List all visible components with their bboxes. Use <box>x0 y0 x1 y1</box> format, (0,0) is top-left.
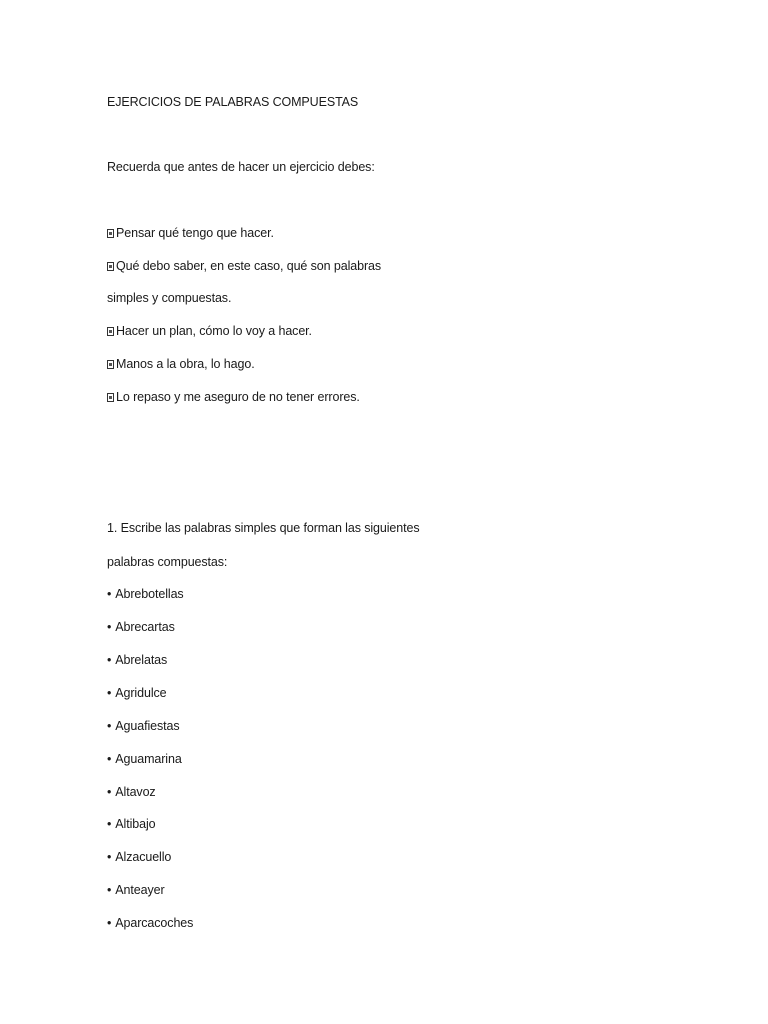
bullet-icon: • <box>107 883 112 897</box>
word-list-item <box>107 784 156 800</box>
word-list-item <box>107 685 167 701</box>
step-item <box>107 356 255 372</box>
checkbox-icon <box>107 360 114 369</box>
checkbox-icon <box>107 393 114 402</box>
step-text: Hacer un plan, cómo lo voy a hacer. <box>116 324 312 338</box>
bullet-icon: • <box>107 785 112 799</box>
word-list-item <box>107 816 155 832</box>
checkbox-icon <box>107 229 114 238</box>
word-text: Anteayer <box>115 883 165 897</box>
step-continuation <box>107 290 231 306</box>
word-text: Aparcacoches <box>115 916 194 930</box>
step-text: simples y compuestas. <box>107 291 232 305</box>
word-list-item <box>107 915 193 931</box>
word-list-item <box>107 619 175 635</box>
bullet-icon: • <box>107 916 112 930</box>
step-item <box>107 258 381 274</box>
word-text: Aguafiestas <box>115 719 180 733</box>
word-text: Altavoz <box>115 785 156 799</box>
step-text: Pensar qué tengo que hacer. <box>116 226 274 240</box>
bullet-icon: • <box>107 752 112 766</box>
step-item <box>107 323 312 339</box>
bullet-icon: • <box>107 620 112 634</box>
step-item <box>107 389 360 405</box>
checkbox-icon <box>107 327 114 336</box>
word-list-item <box>107 586 184 602</box>
word-list-item <box>107 652 167 668</box>
word-text: Agridulce <box>115 686 167 700</box>
exercise-instruction-continuation: palabras compuestas: <box>107 555 228 569</box>
word-text: Aguamarina <box>115 752 182 766</box>
bullet-icon: • <box>107 817 112 831</box>
word-list-item <box>107 882 165 898</box>
word-list-item <box>107 751 182 767</box>
exercise-instruction: 1. Escribe las palabras simples que forman las siguientes <box>107 521 420 535</box>
word-text: Abrebotellas <box>115 587 184 601</box>
bullet-icon: • <box>107 653 112 667</box>
step-text: Qué debo saber, en este caso, qué son palabras <box>116 259 382 273</box>
step-text: Lo repaso y me aseguro de no tener errores. <box>116 390 360 404</box>
word-text: Altibajo <box>115 817 156 831</box>
word-list-item <box>107 718 180 734</box>
bullet-icon: • <box>107 587 112 601</box>
bullet-icon: • <box>107 850 112 864</box>
step-item <box>107 225 274 241</box>
word-text: Abrecartas <box>115 620 175 634</box>
word-text: Alzacuello <box>115 850 172 864</box>
word-list-item <box>107 849 171 865</box>
word-text: Abrelatas <box>115 653 168 667</box>
page-title: EJERCICIOS DE PALABRAS COMPUESTAS <box>107 95 359 109</box>
checkbox-icon <box>107 262 114 271</box>
intro-text: Recuerda que antes de hacer un ejercicio debes: <box>107 160 375 174</box>
bullet-icon: • <box>107 719 112 733</box>
bullet-icon: • <box>107 686 112 700</box>
step-text: Manos a la obra, lo hago. <box>116 357 255 371</box>
